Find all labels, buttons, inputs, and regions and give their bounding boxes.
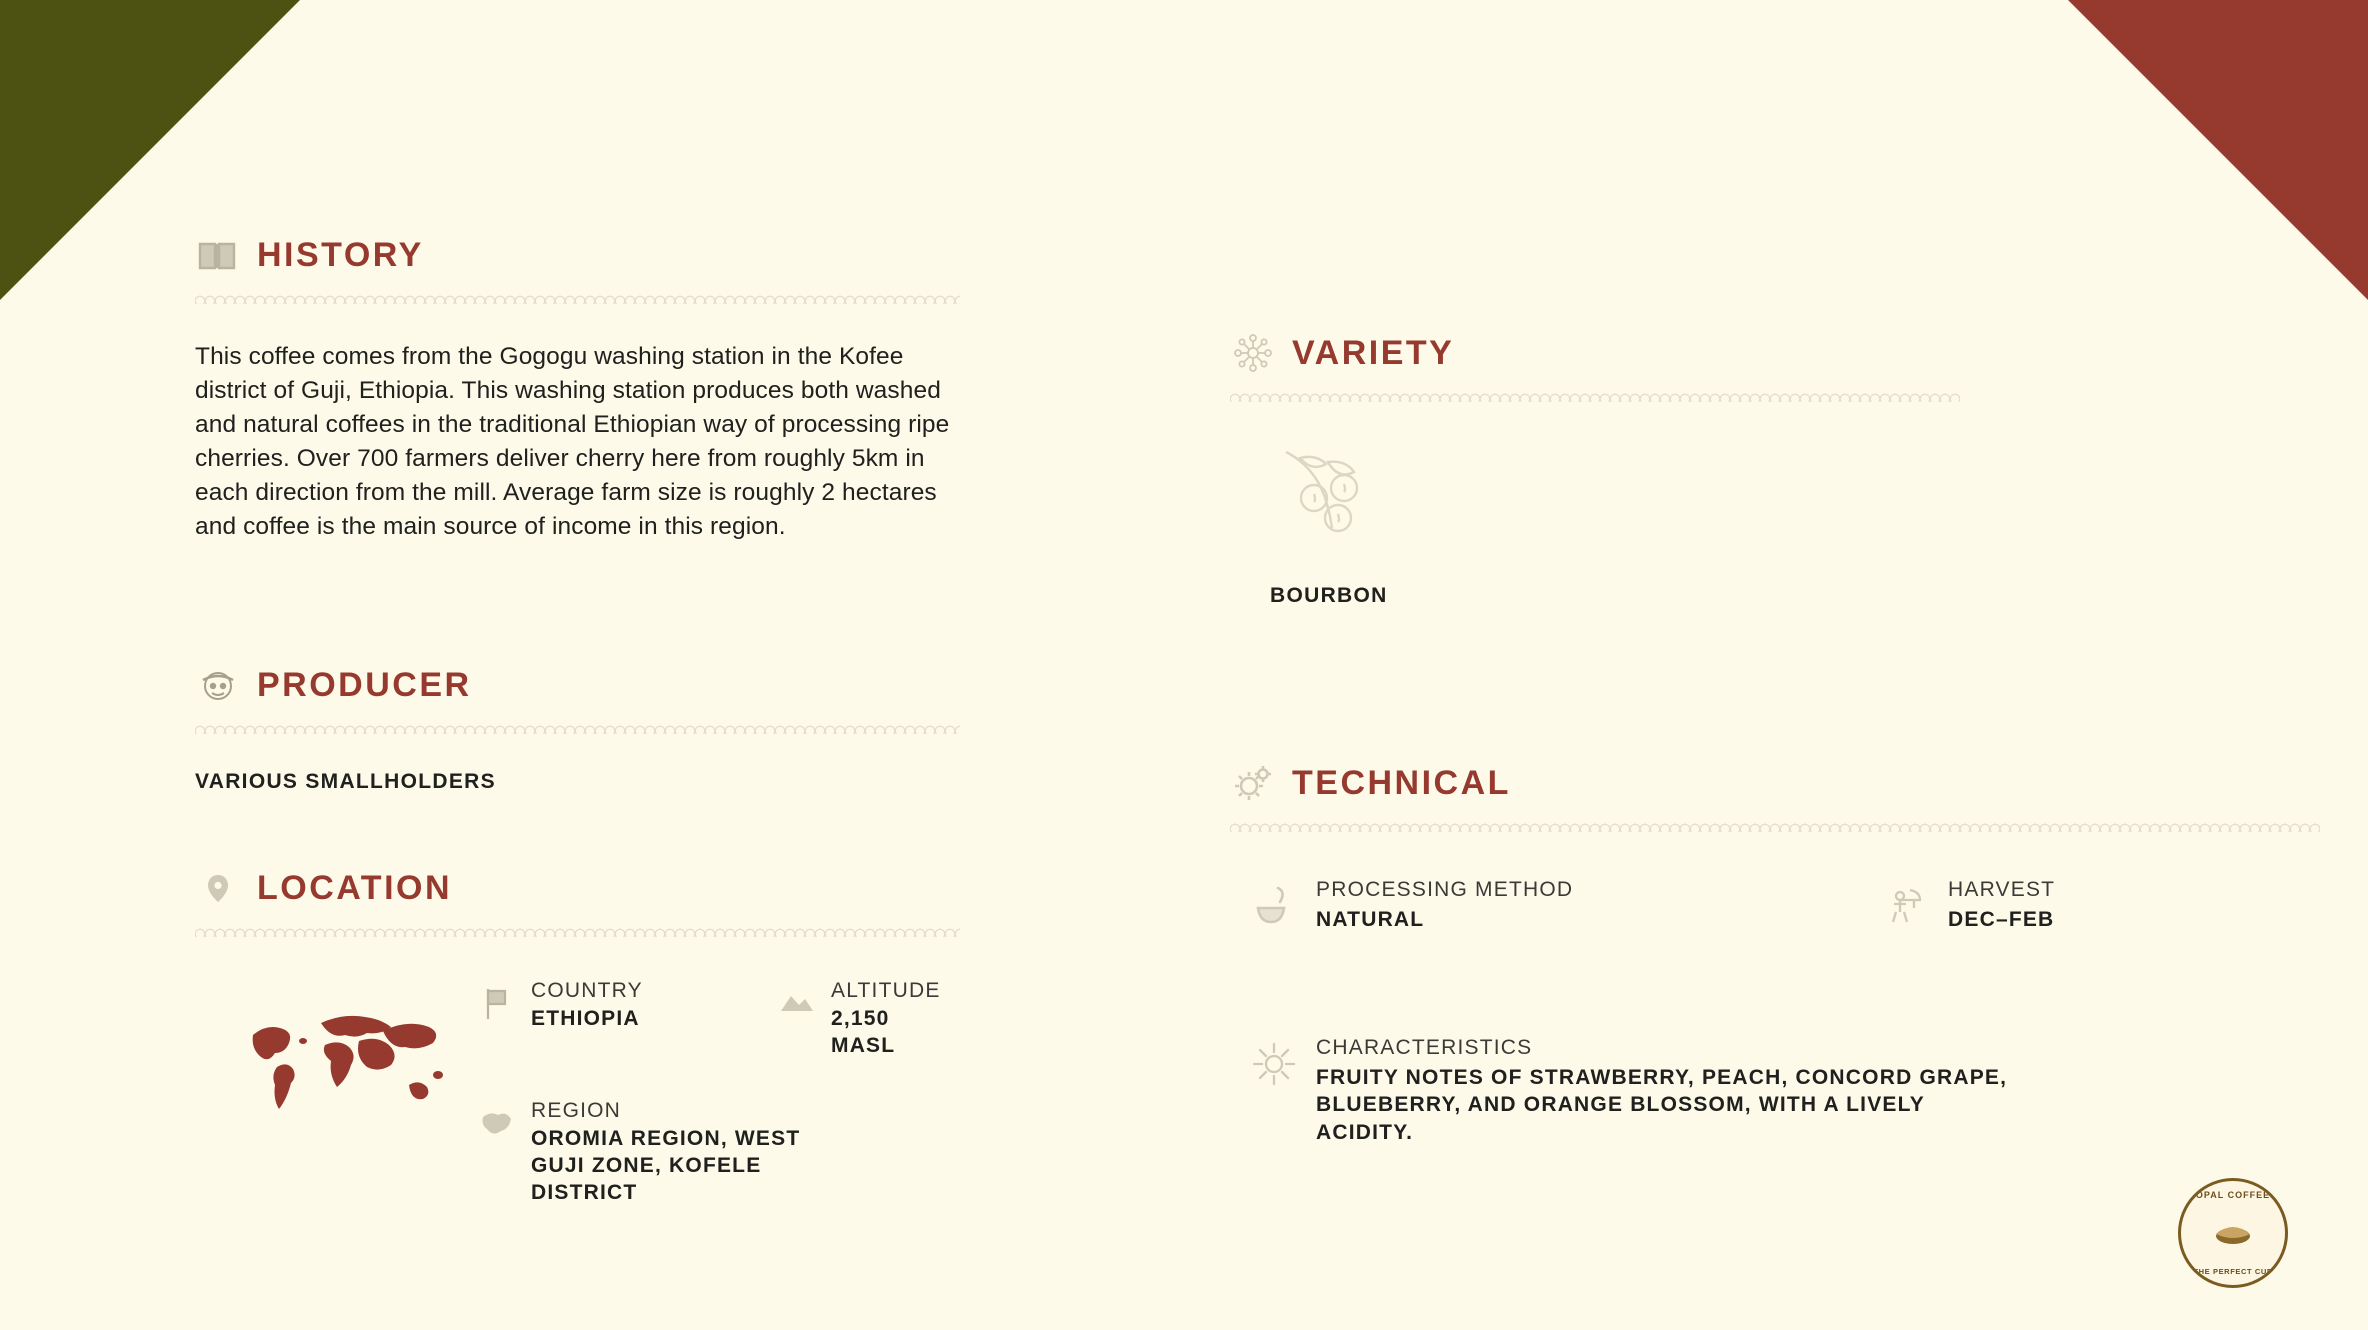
characteristics-label: CHARACTERISTICS — [1316, 1036, 1533, 1059]
location-title: LOCATION — [257, 869, 453, 907]
altitude-value: 2,150 MASL — [831, 1007, 896, 1057]
producer-heading — [195, 662, 960, 708]
region-value: OROMIA REGION, WEST GUJI ZONE, KOFELE DISTRICT — [531, 1127, 801, 1204]
country-label: COUNTRY — [531, 979, 643, 1002]
characteristics-value: FRUITY NOTES OF STRAWBERRY, PEACH, CONCORD GRAPE, BLUEBERRY, AND ORANGE BLOSSOM, WITH A LIVELY ACIDITY. — [1316, 1066, 2008, 1144]
processing-label: PROCESSING METHOD — [1316, 878, 1574, 901]
coffee-cherry-branch-icon — [1270, 436, 1390, 556]
world-map-icon — [233, 1001, 448, 1121]
gears-icon — [1230, 760, 1276, 806]
technical-heading — [1230, 760, 2320, 806]
location-region — [477, 1099, 831, 1207]
farmer-face-icon — [195, 662, 241, 708]
technical-divider — [1230, 820, 2320, 832]
sun-icon — [1248, 1038, 1300, 1090]
processing-value: NATURAL — [1316, 908, 1425, 931]
technical-title: TECHNICAL — [1292, 764, 1511, 802]
location-heading — [195, 865, 960, 911]
history-text: This coffee comes from the Gogogu washing station in the Kofee district of Guji, Ethiopia. This washing station produces both washed and natural coffees in the traditional Ethiopian way of processing ripe cherries. Over 700 farmers deliver cherry here from roughly 5km in each direction from the mill. Average farm size is roughly 2 hectares and coffee is the main source of income in this region. — [195, 343, 950, 541]
harvest-value: DEC–FEB — [1948, 908, 2055, 931]
variety-body — [1230, 436, 1960, 608]
history-section — [195, 232, 960, 544]
logo-circle — [2178, 1178, 2288, 1288]
harvest-label: HARVEST — [1948, 878, 2056, 901]
mountain-icon — [777, 983, 817, 1023]
history-title: HISTORY — [257, 236, 424, 274]
molecule-icon — [1230, 330, 1276, 376]
harvester-icon — [1880, 880, 1932, 932]
location-altitude — [777, 979, 960, 1060]
coffee-cup-emblem-icon — [2204, 1216, 2262, 1250]
technical-details — [1230, 878, 2320, 1144]
location-section — [195, 865, 960, 1207]
producer-title: PRODUCER — [257, 666, 472, 704]
variety-section — [1230, 330, 1960, 608]
variety-divider — [1230, 390, 1960, 402]
open-book-icon — [195, 232, 241, 278]
location-country — [477, 979, 643, 1033]
producer-value: VARIOUS SMALLHOLDERS — [195, 770, 496, 793]
variety-value: BOURBON — [1270, 584, 1388, 607]
history-heading — [195, 232, 960, 278]
variety-title: VARIETY — [1292, 334, 1455, 372]
history-divider — [195, 292, 960, 304]
location-details — [195, 977, 960, 1207]
red-corner-decoration — [2068, 0, 2368, 300]
flag-icon — [477, 983, 517, 1023]
altitude-label: ALTITUDE — [831, 979, 941, 1002]
mortar-pestle-icon — [1248, 880, 1300, 932]
opal-coffee-logo — [2178, 1178, 2288, 1288]
producer-section — [195, 662, 960, 794]
technical-processing-method — [1248, 878, 1573, 933]
map-pin-icon — [195, 865, 241, 911]
producer-divider — [195, 722, 960, 734]
technical-harvest — [1880, 878, 2055, 933]
variety-heading — [1230, 330, 1960, 376]
region-label: REGION — [531, 1099, 622, 1122]
logo-top-text: OPAL COFFEE — [2195, 1190, 2271, 1200]
region-shape-icon — [477, 1103, 517, 1143]
logo-bottom-text: THE PERFECT CUP — [2193, 1267, 2273, 1276]
technical-section — [1230, 760, 2320, 1144]
location-divider — [195, 925, 960, 937]
technical-characteristics — [1248, 1036, 2016, 1146]
country-value: ETHIOPIA — [531, 1007, 640, 1030]
